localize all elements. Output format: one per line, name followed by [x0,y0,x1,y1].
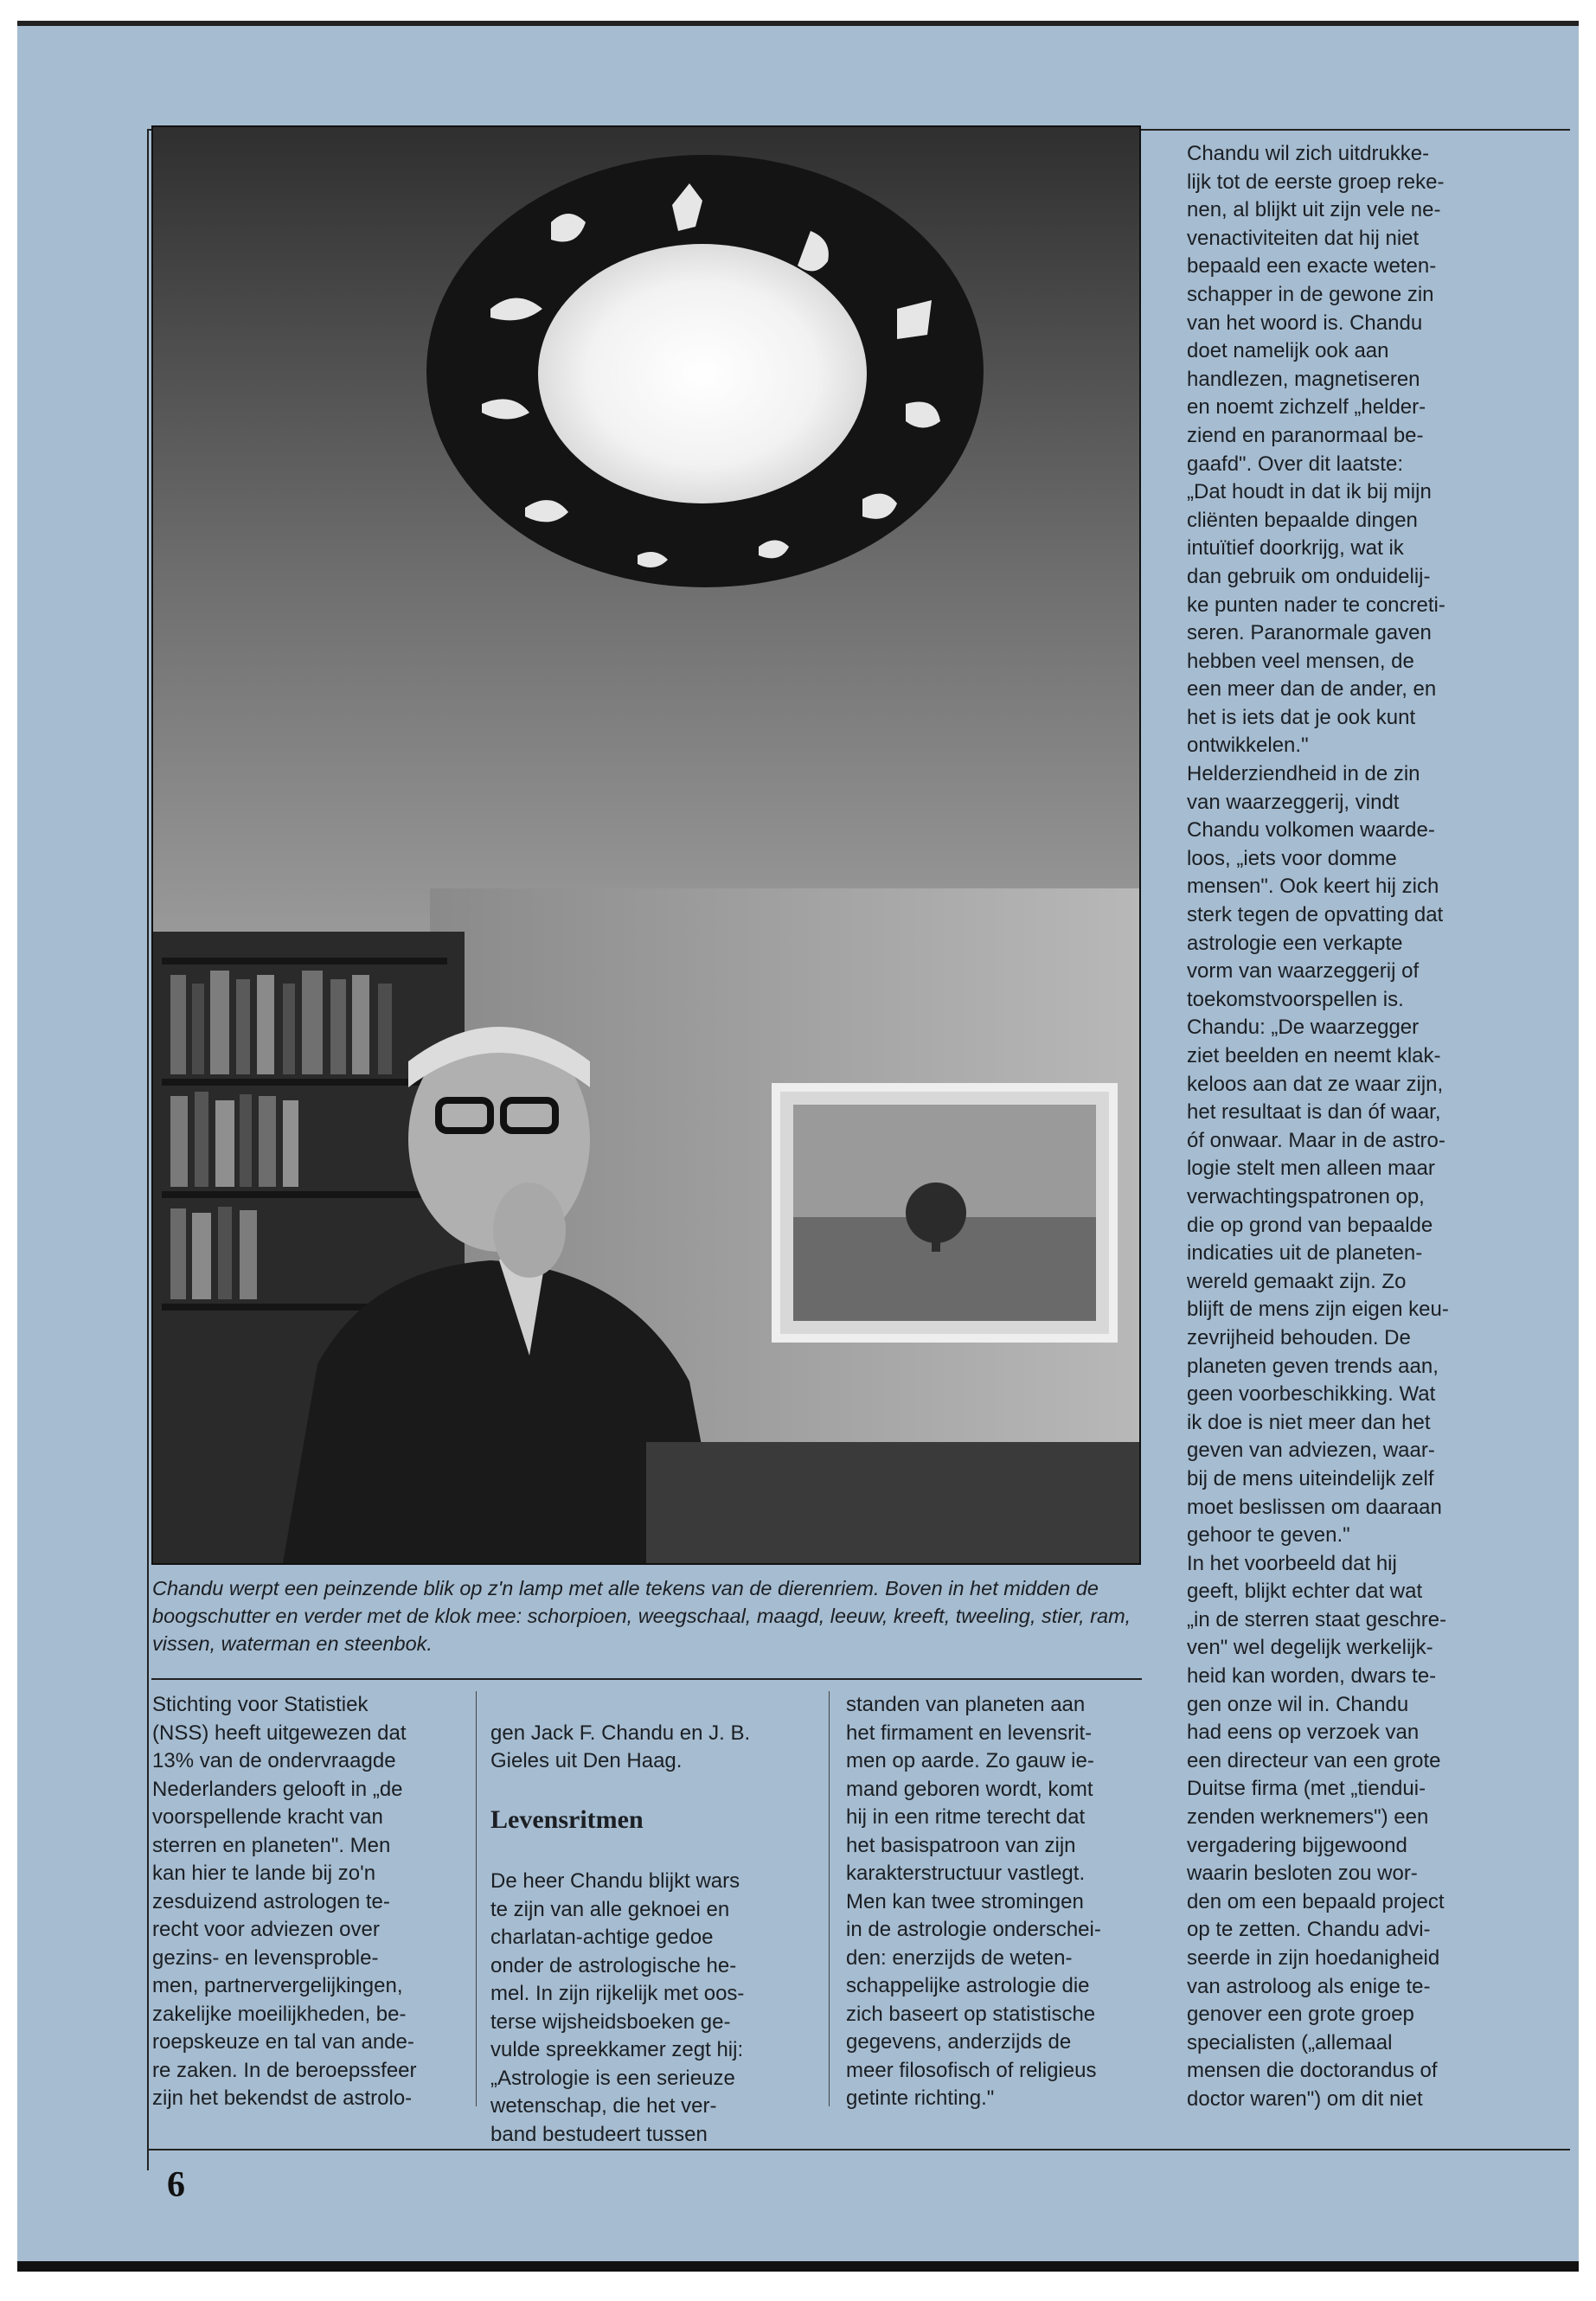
caption-rule [151,1678,1142,1680]
top-edge-bar [17,21,1579,26]
section-heading-levensritmen: Levensritmen [490,1804,644,1834]
column-divider-1 [476,1691,477,2106]
column-4-text: Chandu wil zich uitdrukke- lijk tot de eerste groep reke- nen, al blijkt uit zijn vele ne- venactiviteiten dat hij niet bepaald een exacte weten- schapper in de gewone zin van het woord is. Chandu doet namelijk ook aan handlezen, magnetiseren en noemt zichzelf „helder- ziend en paranormaal be- gaafd". Over dit laatste: „Dat houdt in dat ik bij mijn cliënten bepaalde dingen intuïtief doorkrijg, wat ik dan gebruik om onduidelij- ke punten nader te concreti- seren. Paranormale gaven hebben veel mensen, de een meer dan de ander, en het is iets dat je ook kunt ontwikkelen." Helderziendheid in de zin van waarzeggerij, vindt Chandu volkomen waarde- loos, „iets voor domme mensen". Ook keert hij zich sterk tegen de opvatting dat astrologie een verkapte vorm van waarzeggerij of toekomstvoorspellen is. Chandu: „De waarzegger ziet beelden en neemt klak- keloos aan dat ze waar zijn, het resultaat is dan óf waar, óf onwaar. Maar in de astro- logie stelt men alleen maar verwachtingspatronen op, die op grond van bepaalde indicaties uit de planeten- wereld gemaakt zijn. Zo blijft de mens zijn eigen keu- zevrijheid behouden. De planeten geven trends aan, geen voorbeschikking. Wat ik doe is niet meer dan het geven van adviezen, waar- bij de mens uiteindelijk zelf moet beslissen om daaraan gehoor te geven." In het voorbeeld dat hij geeft, blijkt echter dat wat „in de sterren staat geschre- ven" wel degelijk werkelijk- heid kan worden, dwars te- gen onze wil in. Chandu had eens op verzoek van een directeur van een grote Duitse firma (met „tiendui- zenden werknemers") een vergadering bijgewoond waarin besloten zou wor- den om een bepaald project op te zetten. Chandu advi- seerde in zijn hoedanigheid van astroloog als enige te- genover een grote groep specialisten („allemaal mensen die doctorandus of doctor waren") om dit niet [1187,142,1449,2111]
photo-chandu-zodiac-lamp [151,125,1141,1565]
column-divider-2 [829,1691,830,2106]
magazine-page [17,21,1579,2270]
column-3-text: standen van planeten aan het firmament en levensrit- men op aarde. Zo gauw ie- mand geboren wordt, komt hij in een ritme terecht dat het basispatroon van zijn karakterstructuur vastlegt. Men kan twee stromingen in de astrologie onderschei- den: enerzijds de weten- schappelijke astrologie die zich baseert op statistische gegevens, anderzijds de meer filosofisch of religieus getinte richting." [846,1693,1101,2110]
bottom-edge-bar [17,2261,1579,2272]
column-1-text: Stichting voor Statistiek (NSS) heeft uitgewezen dat 13% van de ondervraagde Nederlanders gelooft in „de voorspellende kracht van sterren en planeten". Men kan hier te lande bij zo'n zesduizend astrologen te- recht voor adviezen over gezins- en levensproble- men, partnervergelijkingen, zakelijke moeilijkheden, be- roepskeuze en tal van ande- re zaken. In de beroepssfeer zijn het bekendst de astrolo- [152,1693,417,2110]
bottom-rule [147,2149,1570,2150]
photo-caption: Chandu werpt een peinzende blik op z'n lamp met alle tekens van de dierenriem. Boven in het midden de boogschutter en verder met de klok mee: schorpioen, weegschaal, maagd, leeuw, kreeft, tweeling, stier, ram, vissen, waterman en steenbok. [152,1577,1131,1655]
photo-illustration [153,127,1139,1563]
left-rule [147,129,149,2170]
page-number: 6 [167,2165,185,2205]
column-2 [490,1691,811,2149]
column-2-body: De heer Chandu blijkt wars te zijn van alle geknoei en charlatan-achtige gedoe onder de astrologische he- mel. In zijn rijkelijk met oos- terse wijsheidsboeken ge- vulde spreekkamer zegt hij: „Astrologie is een serieuze wetenschap, die het ver- band bestudeert tussen [490,1869,745,2146]
column-2-intro: gen Jack F. Chandu en J. B. Gieles uit Den Haag. [490,1721,751,1772]
